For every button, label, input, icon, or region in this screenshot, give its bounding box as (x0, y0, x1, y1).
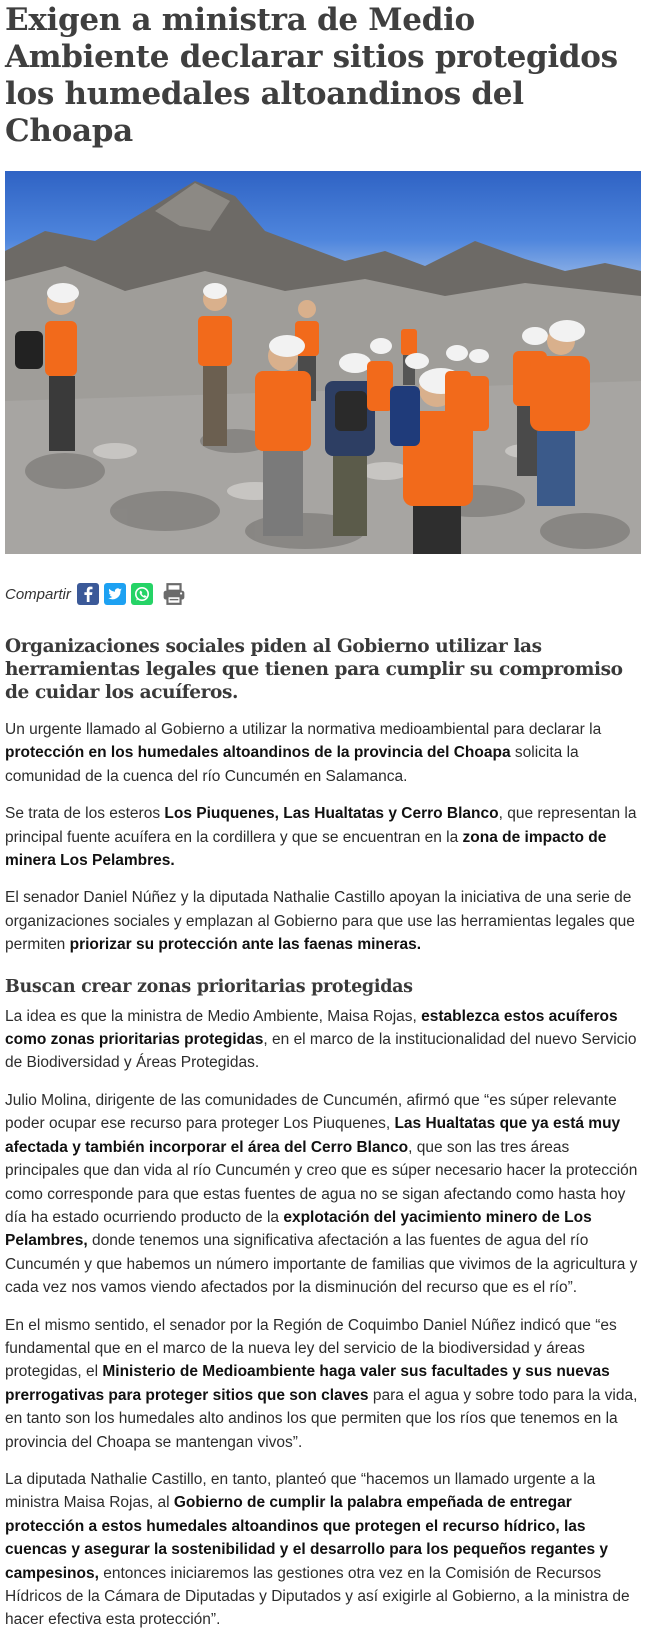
print-icon[interactable] (162, 582, 186, 606)
body-text: Un urgente llamado al Gobierno a utilizar la normativa medioambiental para declarar la (5, 721, 602, 738)
emphasis-text: establezca estos acuíferos como zonas prioritarias protegidas (5, 1007, 618, 1049)
article-photo (5, 171, 641, 554)
photo-illustration (5, 171, 641, 554)
article-title: Exigen a ministra de Medio Ambiente declarar sitios protegidos los humedales altoandinos del Choapa (5, 2, 618, 149)
body-text: La idea es que la ministra de Medio Ambiente, Maisa Rojas, (5, 1007, 422, 1025)
body-text: entonces iniciaremos las gestiones otra vez en la Comisión de Recursos Hídricos de la Cámara de Diputadas y Diputados y así exigirle al Gobierno, a la ministra de hacer efectiva esta protección”. (5, 1564, 630, 1629)
paragraph (5, 1468, 647, 1632)
emphasis-text: Ministerio de Medioambiente haga valer sus facultades y sus nuevas prerrogativas para proteger sitios que son claves (5, 1363, 610, 1404)
article (0, 2, 652, 1632)
emphasis-text: zona de impacto de minera Los Pelambres. (5, 828, 607, 870)
whatsapp-icon[interactable] (131, 583, 153, 605)
emphasis-text: Gobierno de cumplir la palabra empeñada de entregar protección a estos humedales altoandinos que protegen el recurso hídrico, las cuencas y asegurar la sostenibilidad y el desarrollo para los pequeños regantes y campesinos, (5, 1494, 609, 1582)
body-text: Se trata de los esteros (5, 805, 165, 823)
body-text: solicita la comunidad de la cuenca del río Cuncumén en Salamanca. (5, 744, 579, 785)
twitter-icon[interactable] (104, 583, 126, 605)
emphasis-text: explotación del yacimiento minero de Los Pelambres, (5, 1208, 592, 1250)
article-lead: Organizaciones sociales piden al Gobierno utilizar las herramientas legales que tienen para cumplir su compromiso de cuidar los acuíferos. (5, 636, 623, 703)
body-text: para el agua y sobre todo para la vida, en tanto son los humedales alto andinos los que permiten que los ríos que tenemos en la provincia del Choapa se mantengan vivos”. (5, 1386, 638, 1451)
article-body (5, 718, 647, 1632)
emphasis-text: priorizar su protección ante las faenas mineras. (69, 936, 422, 954)
body-text: donde tenemos una significativa afectación a las fuentes de agua del río Cuncumén y que habemos un número importante de familias que vivimos de la agricultura y cada vez nos vamos viendo afectados por la disminución del recurso que es el río”. (5, 1232, 638, 1297)
body-text: , que son las tres áreas principales que dan vida al río Cuncumén y creo que es súper necesario hacer la protección como corresponde para que estas fuentes de agua no se sigan afectando como hasta hoy día ha estado ocurriendo producto de la (5, 1138, 638, 1226)
body-text: En el mismo sentido, el senador por la Región de Coquimbo Daniel Núñez indicó que “es fundamental que en el marco de la nueva ley del servicio de la biodiversidad y áreas protegidas, el (5, 1316, 617, 1381)
facebook-icon[interactable] (77, 583, 99, 605)
paragraph (5, 886, 647, 956)
paragraph (5, 1314, 647, 1454)
body-text: Julio Molina, dirigente de las comunidades de Cuncumén, afirmó que “es súper relevante poder ocupar ese recurso para proteger Los Piuquenes, (5, 1091, 617, 1133)
body-text: , en el marco de la institucionalidad del nuevo Servicio de Biodiversidad y Áreas Protegidas. (5, 1031, 637, 1072)
share-bar (5, 579, 647, 609)
body-text: El senador Daniel Núñez y la diputada Nathalie Castillo apoyan la iniciativa de una serie de organizaciones sociales y emplazan al Gobierno para que use las herramientas legales que permiten (5, 889, 635, 954)
section-subheading: Buscan crear zonas prioritarias protegidas (5, 976, 413, 997)
paragraph (5, 1089, 647, 1300)
body-text: La diputada Nathalie Castillo, en tanto, planteó que “hacemos un llamado urgente a la ministra Maisa Rojas, al (5, 1470, 596, 1512)
paragraph (5, 718, 647, 788)
paragraph (5, 1005, 647, 1075)
emphasis-text: Los Piuquenes, Las Hualtatas y Cerro Blanco (164, 805, 499, 823)
paragraph (5, 802, 647, 872)
emphasis-text: Las Hualtatas que ya está muy afectada y también incorporar el área del Cerro Blanco (5, 1115, 621, 1156)
body-text: , que representan la principal fuente acuífera en la cordillera y que se encuentran en la (5, 805, 637, 846)
emphasis-text: protección en los humedales altoandinos de la provincia del Choapa (5, 744, 511, 762)
share-label: Compartir (5, 585, 71, 603)
